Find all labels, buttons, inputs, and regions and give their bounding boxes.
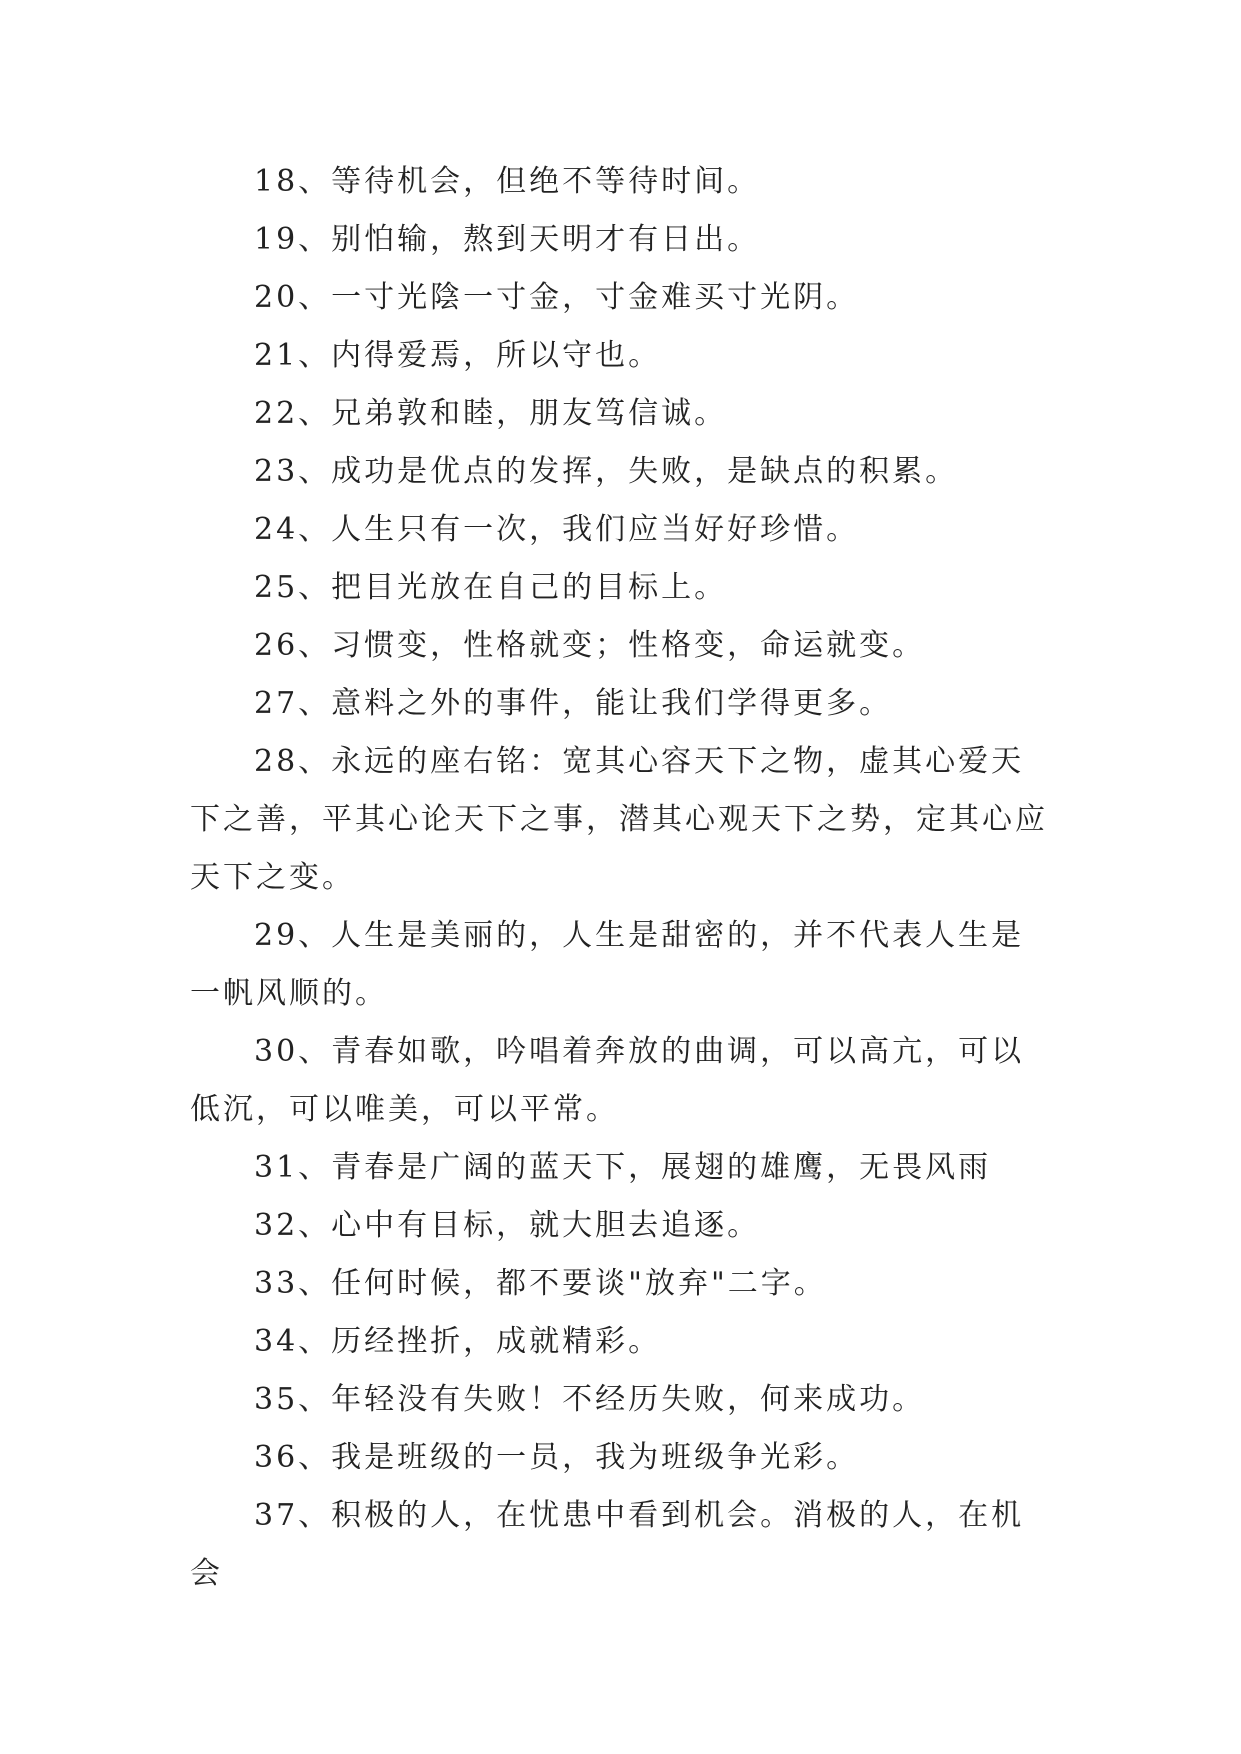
paragraph-35: 35、年轻没有失败！不经历失败，何来成功。 [254,1382,926,1417]
paragraph-18: 18、等待机会，但绝不等待时间。 [254,164,761,199]
paragraph-34: 34、历经挫折，成就精彩。 [254,1324,662,1359]
paragraph-26: 26、习惯变，性格就变；性格变，命运就变。 [254,628,926,663]
paragraph-22: 22、兄弟敦和睦，朋友笃信诚。 [254,396,728,431]
paragraph-31: 31、青春是广阔的蓝天下，展翅的雄鹰，无畏风雨 [254,1150,992,1185]
paragraph-20: 20、一寸光陰一寸金，寸金难买寸光阴。 [254,280,860,315]
paragraph-29: 29、人生是美丽的，人生是甜密的，并不代表人生是一帆风顺的。 [190,918,1025,1011]
paragraph-25: 25、把目光放在自己的目标上。 [254,570,728,605]
paragraph-19: 19、别怕输，熬到天明才有日出。 [254,222,761,257]
paragraph-37: 37、积极的人，在忧患中看到机会。消极的人，在机会 [190,1498,1025,1591]
paragraph-27: 27、意料之外的事件，能让我们学得更多。 [254,686,893,721]
paragraph-36: 36、我是班级的一员，我为班级争光彩。 [254,1440,860,1475]
paragraph-28: 28、永远的座右铭：宽其心容天下之物，虚其心爱天下之善，平其心论天下之事，潜其心观天下之势，定其心应天下之变。 [190,744,1048,895]
paragraph-32: 32、心中有目标，就大胆去追逐。 [254,1208,761,1243]
paragraph-33: 33、任何时候，都不要谈"放弃"二字。 [254,1266,827,1301]
paragraph-24: 24、人生只有一次，我们应当好好珍惜。 [254,512,860,547]
document-body [190,153,1050,1603]
paragraph-21: 21、内得爱焉，所以守也。 [254,338,662,373]
paragraph-30: 30、青春如歌，吟唱着奔放的曲调，可以高亢，可以低沉，可以唯美，可以平常。 [190,1034,1025,1127]
paragraph-23: 23、成功是优点的发挥，失败，是缺点的积累。 [254,454,959,489]
